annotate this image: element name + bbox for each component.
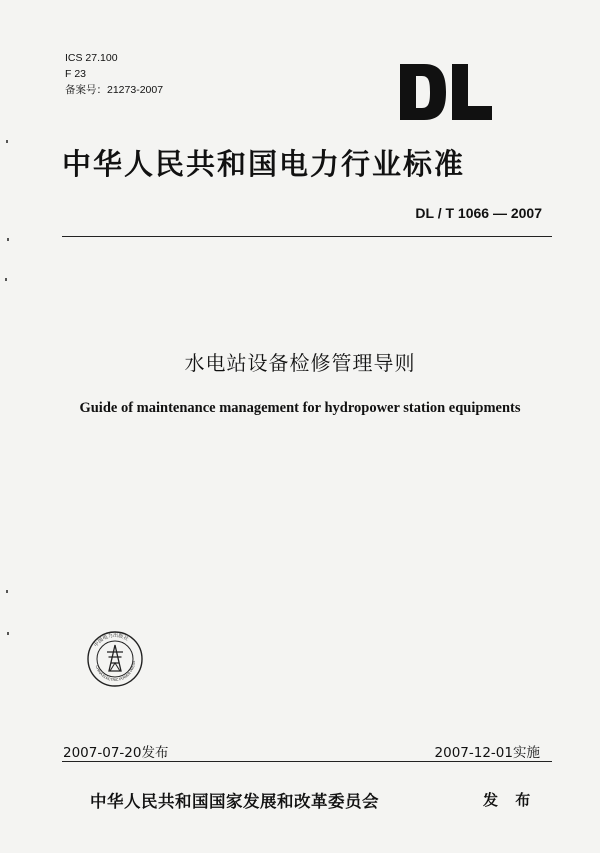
ccs-code: F 23 [65,68,87,80]
document-title-english: Guide of maintenance management for hydropower station equipments [79,400,521,416]
scan-speck [7,238,9,241]
top-divider [62,236,552,237]
publisher-seal-icon [86,630,144,688]
svg-text:中国电力出版社: 中国电力出版社 [93,632,130,649]
implementation-date: 2007-12-01实施 [434,745,540,761]
publish-date: 2007-07-20发布 [63,745,169,761]
dl-logo [398,62,494,122]
standard-category-title: 中华人民共和国电力行业标准 [62,147,466,181]
scan-speck [7,632,9,635]
bottom-divider [62,761,552,762]
document-title-chinese: 水电站设备检修管理导则 [184,351,416,375]
issuing-authority: 中华人民共和国国家发展和改革委员会 [90,792,379,811]
issue-label: 发 布 [483,791,537,809]
classification-block [65,50,163,98]
scan-speck [5,278,7,281]
scan-speck [6,590,8,593]
svg-text:CHINA ELECTRIC POWER PRESS: CHINA ELECTRIC POWER PRESS [94,660,137,683]
scan-speck [6,140,8,143]
ics-code: ICS 27.100 [65,52,118,64]
filing-number: 备案号：21273-2007 [65,84,164,96]
standard-number: DL / T 1066 — 2007 [415,205,542,221]
